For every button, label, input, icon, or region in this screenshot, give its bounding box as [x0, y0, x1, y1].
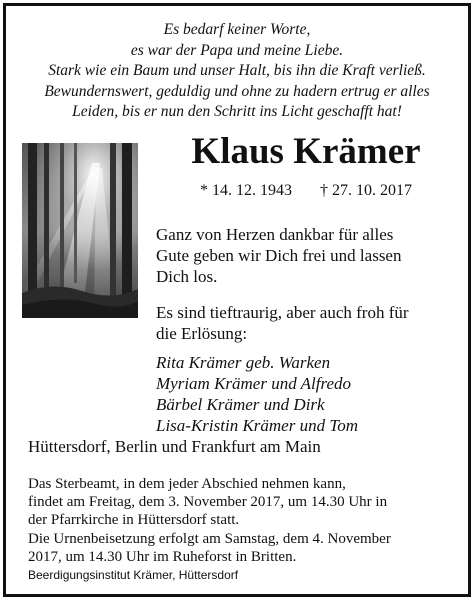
- text-line: 2017, um 14.30 Uhr im Ruheforst in Britten.: [28, 548, 297, 565]
- text-line: Gute geben wir Dich frei und lassen: [156, 246, 402, 265]
- funeral-details: [28, 475, 458, 566]
- text-line: Die Urnenbeisetzung erfolgt am Samstag, dem 4. November: [28, 530, 391, 547]
- life-dates: [156, 181, 456, 201]
- text-line: findet am Freitag, dem 3. November 2017, um 14.30 Uhr in: [28, 494, 388, 511]
- verse-line: Leiden, bis er nun den Schritt ins Licht geschafft hat!: [72, 103, 402, 120]
- memorial-verse: [6, 20, 468, 123]
- text-line: Es sind tieftraurig, aber auch froh für: [156, 303, 409, 322]
- deceased-name: Klaus Krämer: [191, 131, 421, 172]
- text-line: die Erlösung:: [156, 324, 248, 343]
- mourner-name: Bärbel Krämer und Dirk: [156, 395, 325, 414]
- places-line: Hüttersdorf, Berlin und Frankfurt am Main: [28, 437, 321, 456]
- text-line: der Pfarrkirche in Hüttersdorf statt.: [28, 512, 240, 529]
- mourner-name: Lisa-Kristin Krämer und Tom: [156, 416, 359, 435]
- text-line: Ganz von Herzen dankbar für alles: [156, 225, 394, 244]
- verse-line: Stark wie ein Baum und unser Halt, bis ihn die Kraft verließ.: [48, 62, 426, 79]
- text-line: Das Sterbeamt, in dem jeder Abschied nehmen kann,: [28, 476, 346, 492]
- verse-line: Es bedarf keiner Worte,: [163, 21, 311, 38]
- mourners-list: [156, 352, 456, 436]
- thanks-paragraph: [156, 224, 456, 287]
- death-date: † 27. 10. 2017: [320, 182, 412, 199]
- verse-line: Bewundernswert, geduldig und ohne zu hadern ertrug er alles: [44, 82, 430, 100]
- text-line: Dich los.: [156, 267, 218, 286]
- birth-date: * 14. 12. 1943: [200, 182, 292, 199]
- obituary-notice: [3, 3, 471, 597]
- forest-photo: [22, 143, 138, 318]
- mourning-paragraph: [156, 302, 456, 344]
- undertaker-line: Beerdigungsinstitut Krämer, Hüttersdorf: [28, 568, 239, 582]
- mourner-name: Rita Krämer geb. Warken: [156, 353, 331, 372]
- verse-line: es war der Papa und meine Liebe.: [130, 41, 344, 59]
- mourner-name: Myriam Krämer und Alfredo: [156, 374, 352, 393]
